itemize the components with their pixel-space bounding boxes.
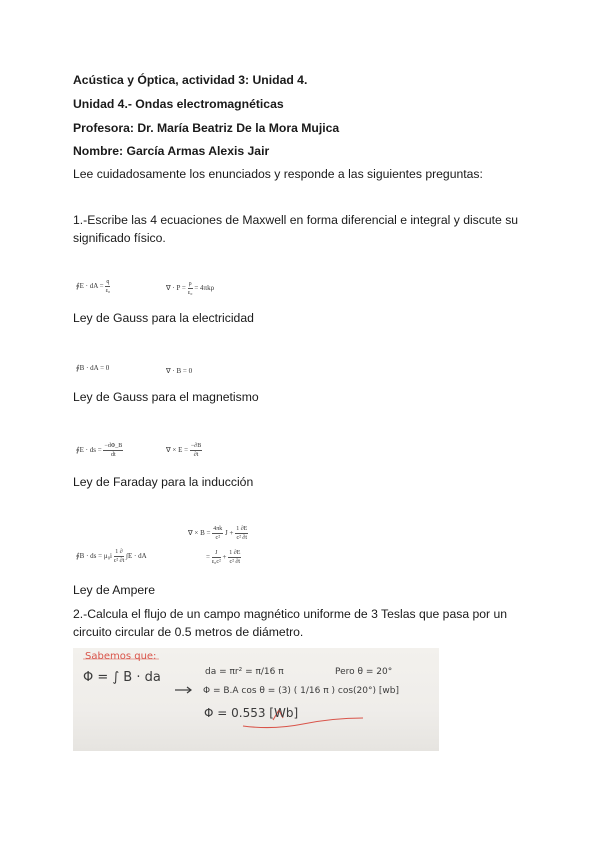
handwritten-answer-photo	[73, 648, 439, 751]
gauss-magnetic-label: Ley de Gauss para el magnetismo	[73, 390, 259, 404]
instructions: Lee cuidadosamente los enunciados y responde a las siguientes preguntas:	[73, 167, 483, 181]
hw-angle: Pero θ = 20°	[335, 667, 393, 677]
gauss-electric-integral: ∮E · dA = $\frac{q}{\text{ε₀}}$	[76, 279, 111, 294]
unit-title: Unidad 4.- Ondas electromagnéticas	[73, 97, 284, 111]
ampere-integral: ∮B · ds = μ₀i $\frac{1 \partial}{\text{c² ∂t}}$ ∫E · dA	[76, 549, 147, 564]
ampere-differential-line1: ∇ × B = $\frac{4\pi k}{\text{c²}}$ J + $\frac{1 \partial E}{\text{c² ∂t}}$	[188, 526, 248, 541]
hw-heading: Sabemos que:	[85, 651, 157, 662]
faraday-integral: ∮E · ds = $\frac{-d\Phi\_B}{dt}$	[76, 443, 123, 458]
gauss-magnetic-integral: ∮B · dA = 0	[76, 364, 110, 372]
question-1: 1.-Escribe las 4 ecuaciones de Maxwell en forma diferencial e integral y discute su significado físico.	[73, 213, 519, 245]
course-title: Acústica y Óptica, actividad 3: Unidad 4.	[73, 73, 308, 87]
ampere-label: Ley de Ampere	[73, 583, 155, 597]
handwriting-strokes	[73, 648, 439, 751]
gauss-magnetic-differential: ∇ · B = 0	[166, 367, 193, 375]
teacher-name: Profesora: Dr. María Beatriz De la Mora Mujica	[73, 121, 340, 135]
hw-result: Φ = 0.553 [Wb]	[204, 706, 299, 720]
gauss-electric-differential: ∇ · P = $\frac{\rho}{\text{ε₀}}$ = 4πkρ	[166, 281, 215, 296]
hw-area: da = πr² = π/16 π	[205, 667, 284, 677]
faraday-label: Ley de Faraday para la inducción	[73, 475, 254, 489]
question-2: 2.-Calcula el flujo de un campo magnético uniforme de 3 Teslas que pasa por un circuito circular de 0.5 metros de diámetro.	[73, 607, 508, 639]
hw-formula: Φ = ∫ B · da	[83, 670, 161, 685]
faraday-differential: ∇ × E = $\frac{-\partial B}{\partial t}$	[166, 443, 202, 458]
student-name: Nombre: García Armas Alexis Jair	[73, 144, 270, 158]
ampere-differential-line2: = $\frac{J}{\text{ε₀c²}}$ + $\frac{1 \partial E}{\text{c² ∂t}}$	[206, 550, 241, 565]
hw-substitution: Φ = B.A cos θ = (3) ( 1/16 π ) cos(20°) [wb]	[203, 686, 399, 696]
gauss-electric-label: Ley de Gauss para la electricidad	[73, 311, 254, 325]
